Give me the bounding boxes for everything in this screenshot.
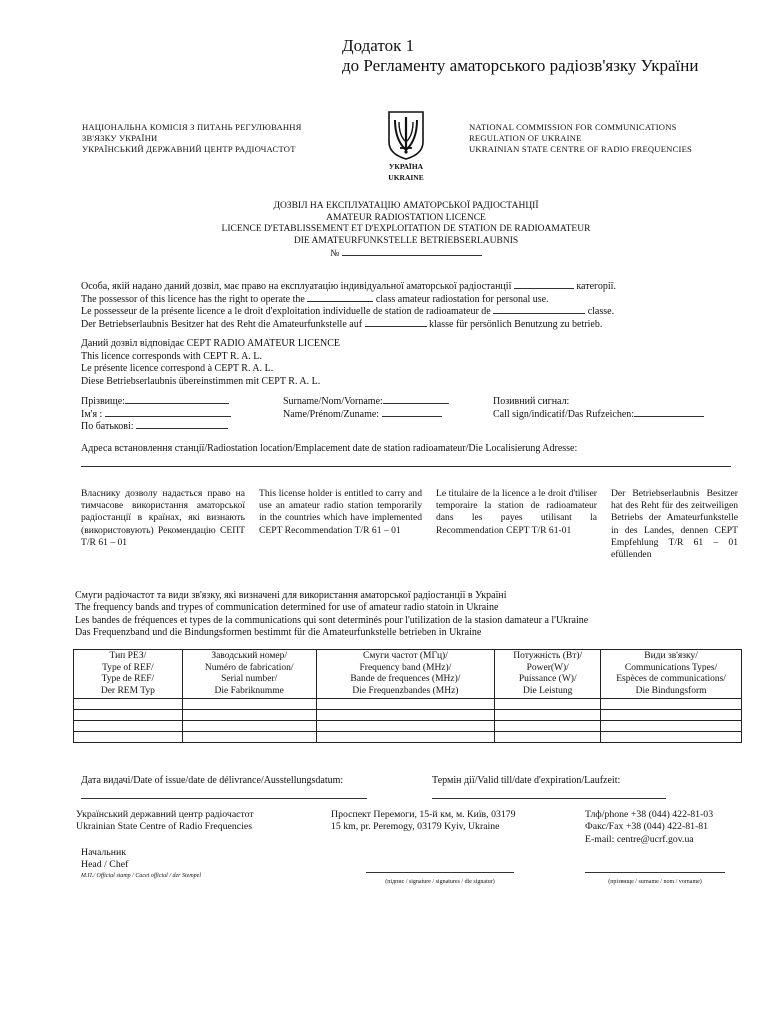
fax-text: Факс/Fax +38 (044) 422-81-81 xyxy=(585,821,709,833)
header-left-line: УКРАЇНСЬКИЙ ДЕРЖАВНИЙ ЦЕНТР РАДІОЧАСТОТ xyxy=(82,144,296,154)
table-cell[interactable] xyxy=(74,721,183,732)
table-cell[interactable] xyxy=(495,721,601,732)
signature-caption: (підпис / signature / signatures / die signatur) xyxy=(385,879,495,885)
col-header-bands: Смуги частот (МГц)/ Frequency band (MHz)/ Bande de frequences (MHz)/ Die Frequenzbandes (MHz) xyxy=(316,650,495,699)
address-label: Адреса встановлення станції/Radiostation location/Emplacement date de station radioamateur/Die Localisierung Adresse: xyxy=(81,443,578,454)
bands-line: Das Frequenzband und die Bindungsformen bestimmt für die Amateurfunkstelle betrieben in Ukraine xyxy=(75,627,482,639)
holder-fr xyxy=(81,306,721,319)
holder-ua xyxy=(81,281,721,294)
title-line: AMATEUR RADIOSTATION LICENCE xyxy=(326,212,486,223)
cept-line: This licence corresponds with CEPT R. A. L. xyxy=(81,350,262,362)
name-multi-field[interactable] xyxy=(382,416,442,417)
phone-text: Тлф/phone +38 (044) 422-81-03 xyxy=(585,809,714,820)
footer-contacts xyxy=(585,809,713,846)
stamp-caption: М.П./ Official stamp / Cacet official / der Stempel xyxy=(81,872,201,879)
bands-line: Смуги радіочастот та види зв'язку, які визначені для використання аматорської радіостанції в Україні xyxy=(75,590,507,601)
header-left-line: ЗВ'ЯЗКУ УКРАЇНИ xyxy=(82,133,158,143)
holder-de xyxy=(81,319,721,332)
expiry-date-block xyxy=(432,775,666,802)
bands-description xyxy=(75,590,588,640)
holder-de-text: Der Betriebserlaubnis Besitzer hat des Reht die Amateurfunkstelle auf xyxy=(81,318,363,330)
table-cell[interactable] xyxy=(74,710,183,721)
cept-line: Diese Betriebserlaubnis übereinstimmen mit CEPT R. A. L. xyxy=(81,375,321,387)
org-name-en: Ukrainian State Centre of Radio Frequencies xyxy=(76,821,253,833)
holder-de-tail: klasse für persönlich Benutzung zu betrieb. xyxy=(429,318,603,330)
category-field[interactable] xyxy=(514,288,574,289)
bands-line: Les bandes de fréquences et types de la communications qui sont determinés pour l'utilization de la stasion damateur a l'Ukraine xyxy=(75,614,589,626)
org-name-ua: Український державний центр радіочастот xyxy=(76,809,254,820)
name-multi-row xyxy=(283,409,449,422)
table-cell[interactable] xyxy=(316,732,495,743)
table-row xyxy=(74,710,742,721)
callsign-field[interactable] xyxy=(634,416,704,417)
column-ua: Власнику дозволу надається право на тимчасове використання аматорської радіостанції в країнах, які визнають (використовують) Рекомендацію СЕПТ Т/R 61 – 01 xyxy=(81,488,245,548)
table-cell[interactable] xyxy=(182,721,316,732)
surname-signature-field[interactable] xyxy=(585,864,725,873)
holder-fr-text: Le possesseur de la présente licence a le droit d'exploitation individuelle de station de radioamateur de xyxy=(81,306,491,318)
column-de: Der Betriebserlaubnis Besitzer hat des Reht für des zeitweiligen Betriebs der Amateurfunkstelle in des Landes, dennen CEPT Empfehlung T/R 61 – 01 efüllenden xyxy=(611,488,738,561)
footer-organization xyxy=(76,809,254,834)
org-address-en: 15 km, pr. Peremogy, 03179 Kyiv, Ukraine xyxy=(331,821,500,833)
holder-en-tail: class amateur radiostation for personal use. xyxy=(375,293,549,305)
surname-caption: (прізвище / surname / nom / vorname) xyxy=(608,879,702,885)
table-cell[interactable] xyxy=(495,732,601,743)
cept-line: Le présente licence correspond à CEPT R. A. L. xyxy=(81,363,274,375)
annex-heading xyxy=(342,36,698,76)
name-ua-row xyxy=(81,409,231,422)
header-right-line: NATIONAL COMMISSION FOR COMMUNICATIONS xyxy=(469,122,677,132)
table-cell[interactable] xyxy=(495,699,601,710)
table-cell[interactable] xyxy=(601,699,742,710)
patronymic-ua-row xyxy=(81,421,231,434)
column-en: This license holder is entitled to carry and use an amateur radio station temporarily in the countries which have implemented CEPT Recommendation T/R 61 – 01 xyxy=(259,488,422,536)
licence-number-field[interactable] xyxy=(342,255,482,256)
table-cell[interactable] xyxy=(182,732,316,743)
expiry-date-label: Термін дії/Valid till/date d'expiration/Laufzeit: xyxy=(432,775,621,786)
station-address xyxy=(81,443,731,471)
callsign-ua-label: Позивний сигнал: xyxy=(493,396,570,407)
surname-ua-row xyxy=(81,396,231,409)
signature-block xyxy=(366,860,514,886)
number-label: № xyxy=(330,249,340,259)
emblem-label-ua: УКРАЇНА xyxy=(388,162,424,171)
col-header-type: Тип РЕЗ/ Type of REF/ Type de REF/ Der REM Typ xyxy=(74,650,183,699)
state-emblem xyxy=(383,110,429,182)
col-header-comm-types: Види зв'язку/ Communications Types/ Espèces de communications/ Die Bindungsform xyxy=(601,650,742,699)
table-cell[interactable] xyxy=(601,721,742,732)
licence-number-row xyxy=(150,249,662,261)
holder-en xyxy=(81,294,721,307)
address-field[interactable] xyxy=(81,456,731,467)
surname-ua-field[interactable] xyxy=(125,403,229,404)
callsign-multi-label: Call sign/indicatif/Das Rufzeichen: xyxy=(493,408,635,420)
column-fr: Le titulaire de la licence a le droit d'tiliser temporaire la station de radioamateur dans les payes utilisant la Recommendation CEPT T/R 61-01 xyxy=(436,488,597,536)
table-header-row xyxy=(74,650,742,699)
table-row xyxy=(74,699,742,710)
title-line: LICENCE D'ETABLISSEMENT ET D'EXPLOITATION DE STATION DE RADIOAMATEUR xyxy=(221,224,591,234)
table-row xyxy=(74,732,742,743)
col-header-power: Потужність (Вт)/ Power(W)/ Puissance (W)/ Die Leistung xyxy=(495,650,601,699)
table-cell[interactable] xyxy=(74,699,183,710)
title-line: ДОЗВІЛ НА ЕКСПЛУАТАЦІЮ АМАТОРСЬКОЇ РАДІОСТАНЦІЇ xyxy=(273,201,539,211)
table-cell[interactable] xyxy=(182,699,316,710)
issue-date-block xyxy=(81,775,367,802)
issue-date-field[interactable] xyxy=(81,786,367,799)
header-left-ua xyxy=(82,122,302,155)
patronymic-ua-field[interactable] xyxy=(136,428,228,429)
table-cell[interactable] xyxy=(495,710,601,721)
surname-multi-row xyxy=(283,396,449,409)
names-ua xyxy=(81,396,231,434)
surname-multi-field[interactable] xyxy=(383,403,449,404)
frequency-table xyxy=(73,649,742,743)
licence-title xyxy=(150,201,662,261)
chief-en: Head / Chef xyxy=(81,859,129,871)
holder-ua-text: Особа, якій надано даний дозвіл, має право на експлуатацію індивідуальної аматорської радіостанції xyxy=(81,281,512,292)
chief-ua: Начальник xyxy=(81,847,126,858)
issue-date-label: Дата видачі/Date of issue/date de délivrance/Ausstellungsdatum: xyxy=(81,775,344,786)
table-cell[interactable] xyxy=(601,710,742,721)
name-ua-field[interactable] xyxy=(105,416,231,417)
table-cell[interactable] xyxy=(74,732,183,743)
name-ua-label: Ім'я : xyxy=(81,408,103,420)
callsign-block xyxy=(493,396,704,421)
footer-address xyxy=(331,809,516,834)
annex-line-2: до Регламенту аматорського радіозв'язку України xyxy=(342,56,699,75)
trident-icon xyxy=(386,110,426,160)
signature-field[interactable] xyxy=(366,864,514,873)
table-cell[interactable] xyxy=(316,710,495,721)
surname-multi-label: Surname/Nom/Vorname: xyxy=(283,396,383,407)
class-field-de[interactable] xyxy=(365,326,427,327)
holder-rights xyxy=(81,281,721,331)
annex-line-1: Додаток 1 xyxy=(342,36,415,55)
title-line: DIE AMATEURFUNKSTELLE BETRIEBSERLAUBNIS xyxy=(293,235,519,246)
table-cell[interactable] xyxy=(316,721,495,732)
col-header-serial: Заводський номер/ Numéro de fabrication/ Serial number/ Die Fabriknumme xyxy=(182,650,316,699)
header-right-line: UKRAINIAN STATE CENTRE OF RADIO FREQUENCIES xyxy=(469,144,692,154)
class-field-en[interactable] xyxy=(307,301,373,302)
names-multi xyxy=(283,396,449,421)
bands-line: The frequency bands and trypes of communication determined for use of amateur radio statoin in Ukraine xyxy=(75,602,499,614)
email-link[interactable]: E-mail: centre@ucrf.gov.ua xyxy=(585,833,694,845)
header-left-line: НАЦІОНАЛЬНА КОМІСІЯ З ПИТАНЬ РЕГУЛЮВАННЯ xyxy=(82,122,302,132)
header-right-line: REGULATION OF UKRAINE xyxy=(469,133,582,143)
cept-line: Даний дозвіл відповідає CEPT RADIO AMATEUR LICENCE xyxy=(81,338,341,349)
holder-ua-tail: категорії. xyxy=(576,281,616,292)
class-field-fr[interactable] xyxy=(493,313,585,314)
holder-fr-tail: classe. xyxy=(587,306,615,318)
table-cell[interactable] xyxy=(601,732,742,743)
cept-correspondence xyxy=(81,338,340,388)
emblem-label-en: UKRAINE xyxy=(388,173,424,182)
table-cell[interactable] xyxy=(316,699,495,710)
name-multi-label: Name/Prénom/Zuname: xyxy=(283,408,380,420)
chief-block xyxy=(81,847,201,880)
surname-ua-label: Прізвище: xyxy=(81,396,125,407)
callsign-row xyxy=(493,409,704,422)
holder-en-text: The possessor of this licence has the right to operate the xyxy=(81,293,305,305)
expiry-date-field[interactable] xyxy=(432,786,666,799)
patronymic-ua-label: По батькові: xyxy=(81,421,134,433)
header-right-en xyxy=(469,122,692,155)
table-cell[interactable] xyxy=(182,710,316,721)
table-row xyxy=(74,721,742,732)
org-address-ua: Проспект Перемоги, 15-й км, м. Київ, 03179 xyxy=(331,809,516,820)
surname-signature-block xyxy=(585,860,725,886)
